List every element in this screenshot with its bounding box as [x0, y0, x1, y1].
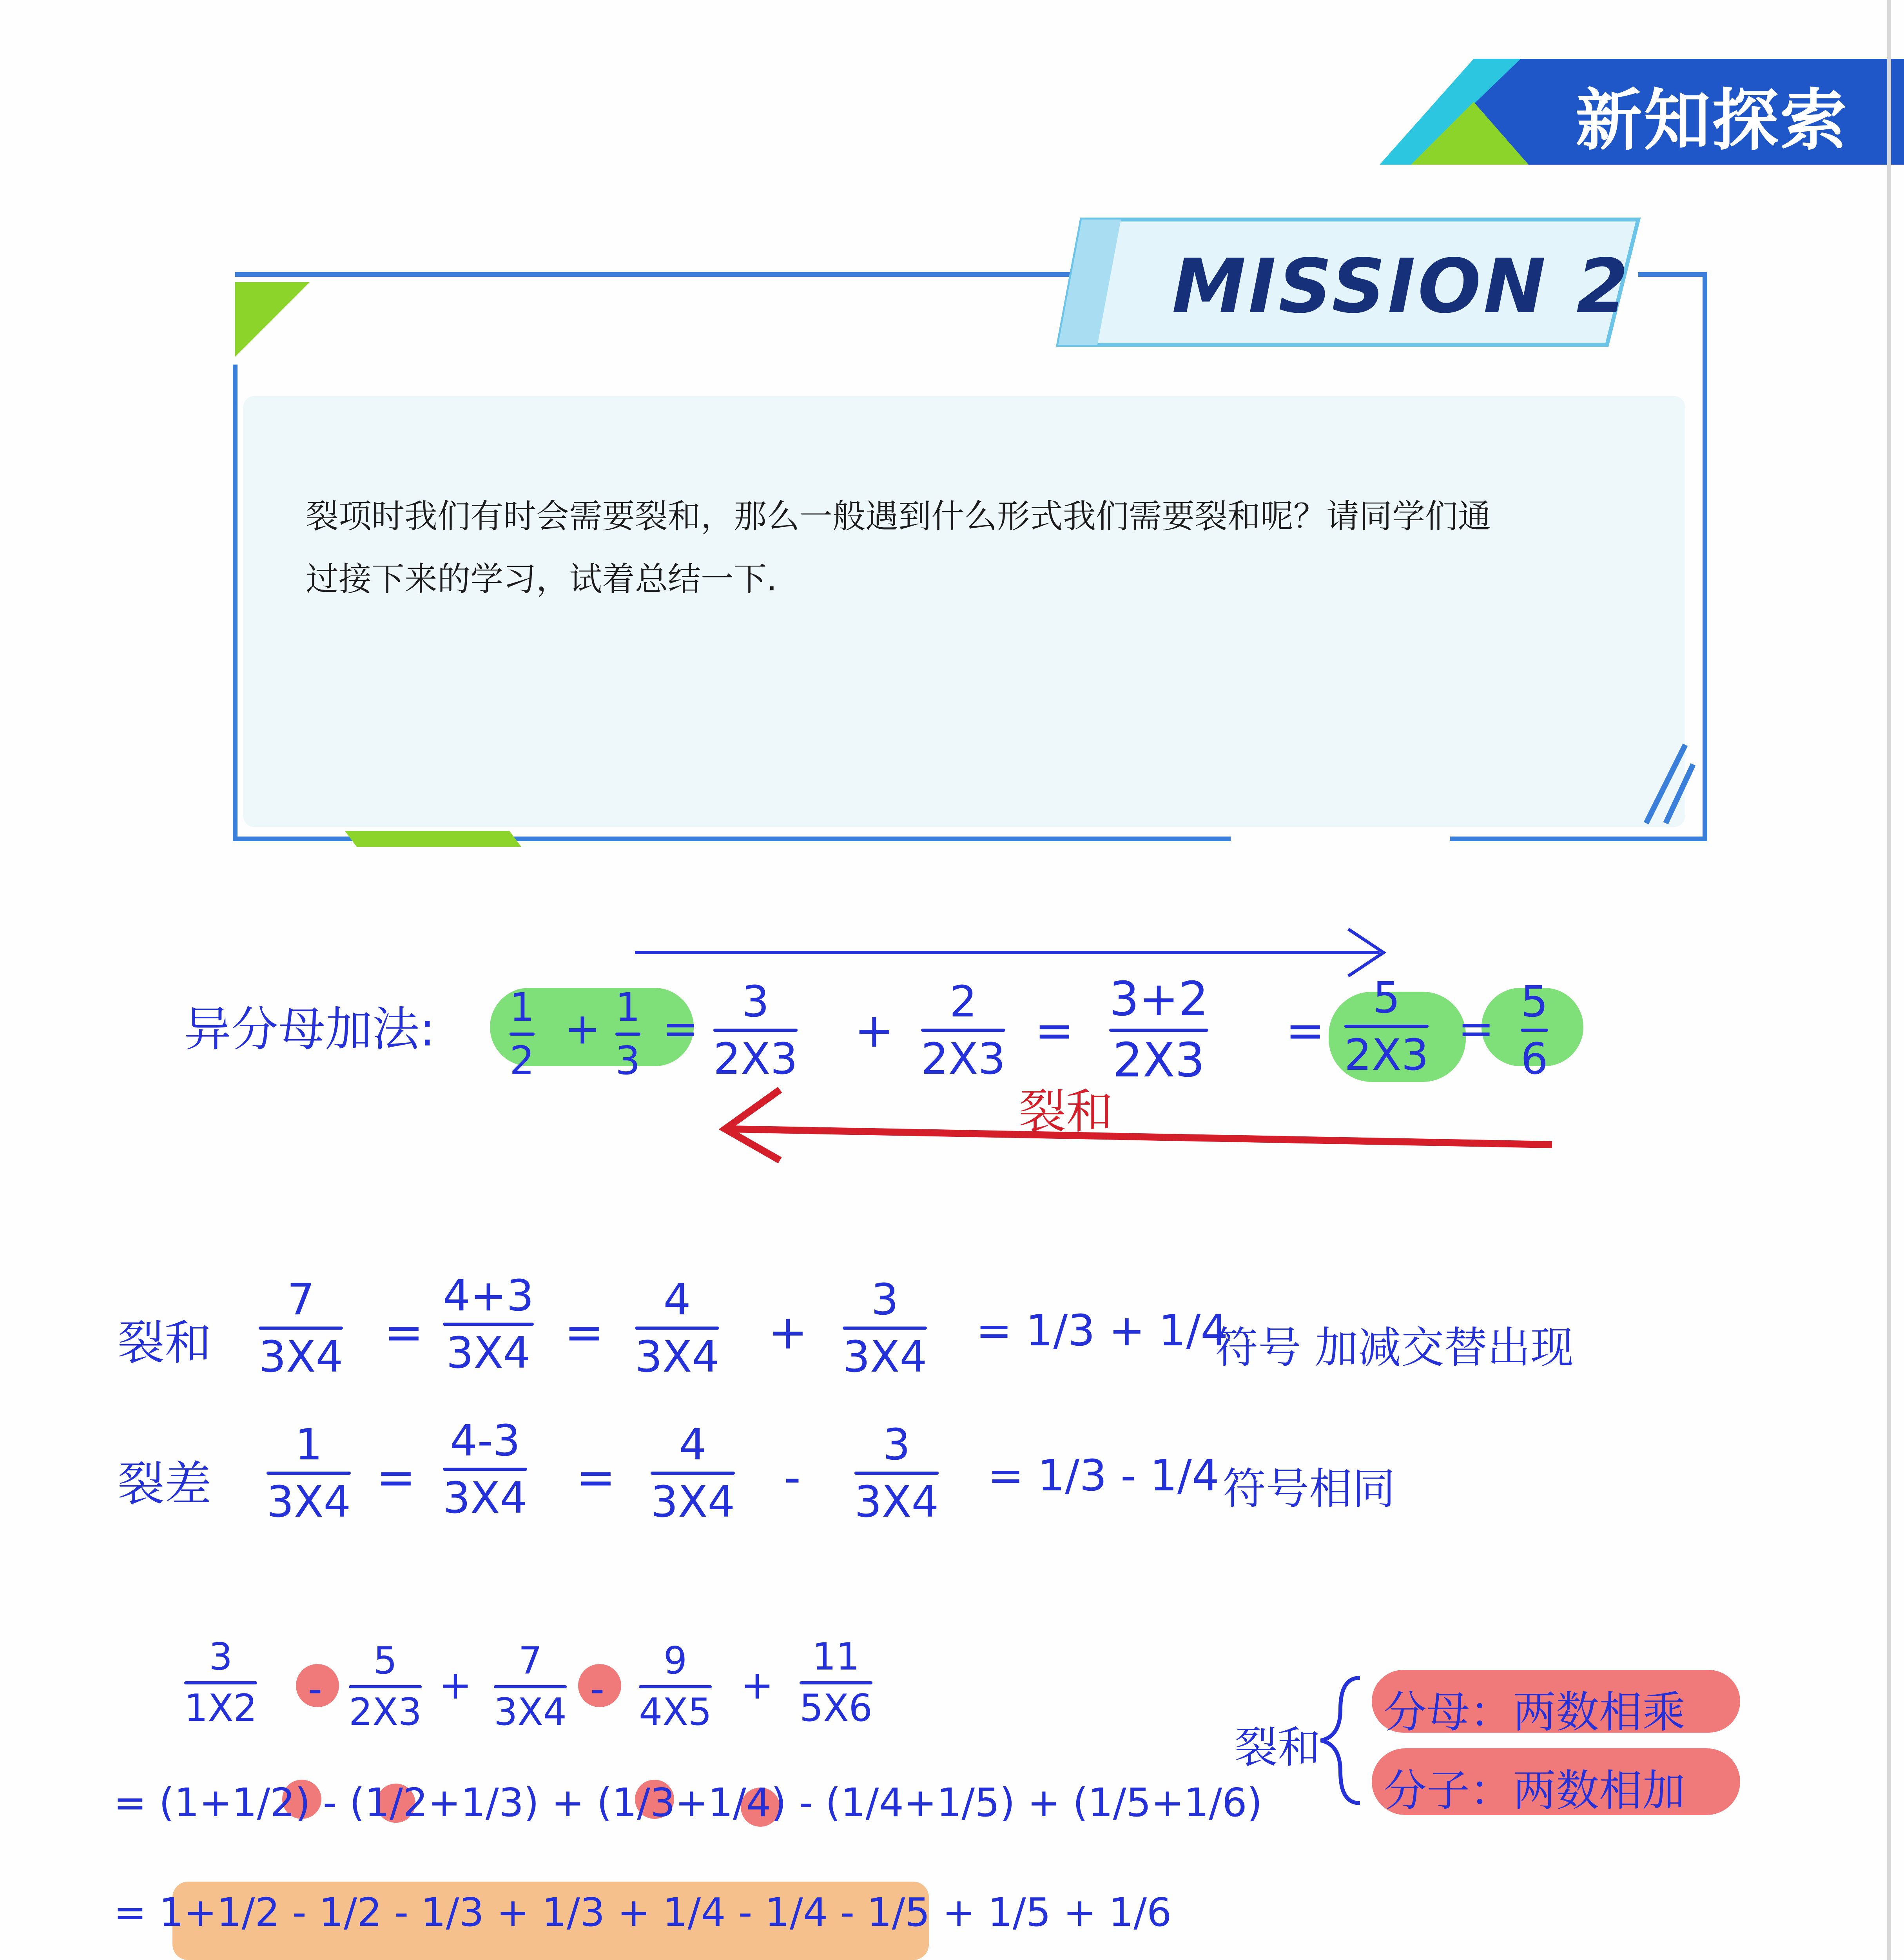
row3-note: 符号相同 [1223, 1464, 1395, 1514]
frac-denominator: 2X3 [921, 1034, 1006, 1084]
frac-bar [854, 1472, 939, 1475]
problem-op-3: - [590, 1666, 605, 1712]
row1-plus: + [564, 1004, 601, 1054]
frac-denominator: 3X4 [494, 1691, 567, 1734]
frac-denominator: 3X4 [635, 1332, 720, 1382]
row3-eq-2: = [576, 1450, 616, 1505]
frac-bar [443, 1323, 534, 1326]
row1-eq-1: = [662, 1004, 699, 1054]
row1-label: 异分母加法: [184, 1002, 435, 1057]
row1-frac-1 [510, 984, 535, 1083]
frac-numerator: 11 [812, 1635, 860, 1679]
frac-denominator: 3X4 [259, 1332, 343, 1382]
frac-denominator: 3X4 [854, 1477, 939, 1527]
frac-denominator: 2X3 [349, 1691, 422, 1734]
row2-eq-2: = [564, 1305, 604, 1360]
frac-bar [800, 1681, 872, 1684]
problem-frac-2 [349, 1639, 422, 1734]
row2-frac-2 [443, 1270, 534, 1378]
frac-denominator: 3X4 [651, 1477, 735, 1527]
frac-bar [184, 1681, 257, 1684]
side-line-2: 分子：两数相加 [1384, 1766, 1685, 1816]
frac-denominator: 2X3 [1344, 1030, 1429, 1080]
row1-plus-2: + [854, 1004, 894, 1058]
row2-plus: + [768, 1305, 808, 1360]
row2-label: 裂和 [118, 1316, 212, 1370]
frac-denominator: 3 [615, 1038, 640, 1083]
frame-green-tab [345, 831, 521, 847]
row3-frac-4 [854, 1419, 939, 1527]
row3-label: 裂差 [118, 1457, 212, 1512]
frac-numerator: 7 [287, 1274, 315, 1325]
frac-denominator: 2 [510, 1038, 535, 1083]
problem-frac-1 [184, 1635, 257, 1730]
frac-denominator: 4X5 [639, 1691, 712, 1734]
row1-eq-3: = [1286, 1004, 1325, 1058]
frac-numerator: 4-3 [450, 1416, 520, 1466]
row1-eq-2: = [1035, 1004, 1074, 1058]
row2-eq-1: = [384, 1305, 424, 1360]
row1-frac-6 [1344, 973, 1429, 1080]
problem-step-2: = 1+1/2 - 1/2 - 1/3 + 1/3 + 1/4 - 1/4 - 1/5 + 1/5 + 1/6 [114, 1889, 1172, 1935]
frac-numerator: 4 [663, 1274, 691, 1325]
problem-frac-4 [639, 1639, 712, 1734]
frac-bar [635, 1327, 719, 1330]
frac-numerator: 3 [209, 1635, 233, 1679]
mission-label: MISSION 2 [1172, 243, 1631, 330]
row1-frac-2 [615, 984, 640, 1083]
frac-bar [510, 1033, 535, 1036]
row3-frac-1 [267, 1419, 351, 1527]
frac-numerator: 3+2 [1109, 972, 1209, 1027]
problem-op-1: - [308, 1666, 323, 1712]
frac-numerator: 1 [295, 1419, 323, 1470]
frac-bar [1521, 1029, 1548, 1032]
frac-numerator: 2 [949, 976, 977, 1027]
row1-frac-4 [921, 976, 1006, 1084]
intro-line-2: 过接下来的学习，试着总结一下. [306, 560, 777, 598]
frac-denominator: 3X4 [843, 1332, 927, 1382]
frac-numerator: 1 [510, 984, 535, 1030]
frac-denominator: 3X4 [267, 1477, 351, 1527]
row2-frac-3 [635, 1274, 720, 1382]
frac-bar [443, 1468, 527, 1471]
problem-op-2: + [439, 1662, 472, 1708]
frac-numerator: 5 [373, 1639, 397, 1682]
section-title: 新知探索 [1576, 82, 1849, 160]
row2-tail: = 1/3 + 1/4 [976, 1305, 1228, 1356]
row3-tail: = 1/3 - 1/4 [988, 1450, 1219, 1501]
frac-numerator: 4+3 [443, 1270, 534, 1321]
frac-denominator: 1X2 [184, 1687, 257, 1730]
frac-numerator: 3 [871, 1274, 899, 1325]
row1-frac-3 [713, 976, 798, 1084]
frac-bar [267, 1472, 351, 1475]
frac-bar [713, 1029, 798, 1032]
frac-numerator: 9 [663, 1639, 687, 1682]
row2-frac-1 [259, 1274, 343, 1382]
row3-eq-1: = [376, 1450, 416, 1505]
side-label: 裂和 [1235, 1722, 1321, 1773]
frac-bar [1344, 1025, 1429, 1028]
row3-minus: - [784, 1450, 801, 1505]
frac-denominator: 3X4 [443, 1473, 528, 1523]
frac-bar [494, 1685, 567, 1688]
frac-numerator: 1 [615, 984, 640, 1030]
intro-line-1: 裂项时我们有时会需要裂和，那么一般遇到什么形式我们需要裂和呢？请同学们通 [306, 497, 1491, 535]
red-split-label: 裂和 [1019, 1085, 1113, 1139]
frac-denominator: 3X4 [446, 1328, 531, 1378]
frac-denominator: 6 [1521, 1034, 1548, 1084]
red-arrow-line [729, 1129, 1552, 1145]
frac-bar [639, 1685, 712, 1688]
frac-bar [843, 1327, 927, 1330]
frac-bar [349, 1685, 422, 1688]
frac-denominator: 2X3 [1113, 1033, 1205, 1088]
frac-bar [1109, 1029, 1208, 1032]
frac-bar [259, 1327, 343, 1330]
problem-frac-5 [800, 1635, 872, 1730]
side-line-1: 分母：两数相乘 [1384, 1687, 1685, 1737]
frac-numerator: 3 [742, 976, 769, 1027]
row2-frac-4 [843, 1274, 927, 1382]
side-brace [1321, 1678, 1360, 1803]
frac-numerator: 3 [883, 1419, 910, 1470]
row3-frac-3 [651, 1419, 735, 1527]
frac-bar [615, 1033, 640, 1036]
frac-numerator: 7 [518, 1639, 542, 1682]
frac-denominator: 5X6 [800, 1687, 872, 1730]
row3-frac-2 [443, 1416, 528, 1523]
problem-op-4: + [741, 1662, 774, 1708]
intro-box [243, 396, 1685, 827]
frac-denominator: 2X3 [713, 1034, 798, 1084]
frac-bar [921, 1029, 1005, 1032]
frac-numerator: 5 [1373, 973, 1400, 1023]
row1-frac-7 [1521, 976, 1548, 1084]
red-arrow-head [725, 1090, 780, 1160]
frac-bar [651, 1472, 735, 1475]
frame-green-corner [235, 282, 310, 357]
row1-eq-4: = [1458, 1004, 1494, 1054]
frac-numerator: 5 [1521, 976, 1548, 1027]
row2-note: 符号 加减交替出现 [1215, 1323, 1574, 1373]
problem-frac-3 [494, 1639, 567, 1734]
row1-frac-5 [1109, 972, 1209, 1088]
problem-step-1: = (1+1/2) - (1/2+1/3) + (1/3+1/4) - (1/4+1/5) + (1/5+1/6) [114, 1780, 1262, 1826]
frac-numerator: 4 [679, 1419, 707, 1470]
